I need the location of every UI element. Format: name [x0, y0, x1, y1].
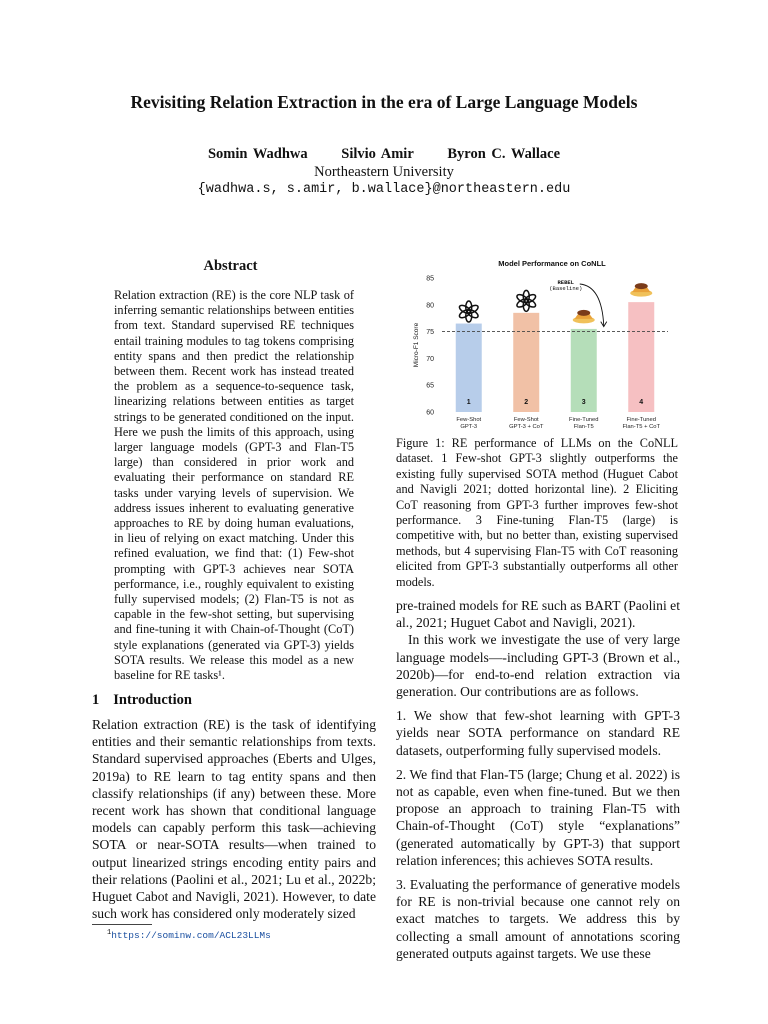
footnote [107, 929, 271, 941]
flan-icon [630, 283, 652, 297]
right-column-text [396, 597, 680, 962]
x-tick-label: Few-Shot [456, 417, 482, 423]
section-number: 1 [92, 692, 100, 708]
x-tick-label: GPT-3 [460, 424, 478, 430]
x-tick-label: Fine-Tuned [569, 417, 599, 423]
bar-number-label: 1 [466, 399, 471, 406]
author-name: Byron C. Wallace [447, 146, 561, 162]
baseline-label: (Baseline) [549, 285, 583, 292]
y-tick-label: 70 [426, 355, 434, 363]
footnote-rule [92, 924, 152, 925]
bar-number-label: 2 [524, 399, 529, 406]
footnote-link[interactable]: https://sominw.com/ACL23LLMs [111, 930, 271, 942]
bar-number-label: 3 [581, 399, 586, 406]
intro-text: Relation extraction (RE) is the task of identifying entities and their semantic relationships from texts. Standard supervised approaches (Eberts and Ulges, 2019a) to RE learn to tag entity spans and then classify relationships (if any) between these. More recent work has shown that conditional language models can capably perform this task—achieving SOTA or near-SOTA results—when trained to output linearized strings encoding entity pairs and their relations (Paolini et al., 2021; Lu et al., 2022b; Huguet Cabot and Navigli, 2021). However, to date such work has considered only moderately sized [92, 717, 376, 922]
chart-title: Model Performance on CoNLL [498, 259, 606, 268]
author-name: Silvio Amir [341, 146, 414, 162]
openai-icon [458, 301, 479, 322]
chart-bar [513, 313, 539, 412]
contribution-item: 2. We find that Flan-T5 (large; Chung et al. 2022) is not as capable, even when fine-tuned. But we then propose an approach to training Flan-T5 with Chain-of-Thought (CoT) style “explanations” (generated automatically by GPT-3) that support relation inferences; this achieves SOTA results. [396, 766, 680, 868]
x-tick-label: Flan-T5 + CoT [622, 424, 661, 430]
y-axis-label: Micro-F1 Score [413, 322, 420, 368]
abstract-text: Relation extraction (RE) is the core NLP task of inferring semantic relationships between entities from text. Standard supervised RE techniques entail training modules to tag tokens comprising entity spans and then predict the relationship between them. Recent work has instead treated the problem as a sequence-to-sequence task, linearizing relations between entities as target strings to be generated conditioned on the input. Here we push the limits of this approach, using larger language models (GPT-3 and Flan-T5 large) than considered in prior work and evaluating their performance on standard RE tasks under varying levels of supervision. We address issues inherent to evaluating generative approaches to RE by doing human evaluations, in lieu of relying on exact matching. Under this refined evaluation, we find that: (1) Few-shot prompting with GPT-3 achieves near SOTA performance, i.e., roughly equivalent to existing fully supervised models; (2) Flan-T5 is not as capable in the few-shot setting, but supervising and fine-tuning it with Chain-of-Thought (CoT) style explanations (generated via GPT-3) yields SOTA results. We release this model as a new baseline for RE tasks¹. [114, 288, 354, 683]
openai-icon [516, 290, 537, 311]
x-tick-label: Fine-Tuned [626, 417, 656, 423]
y-tick-label: 60 [426, 409, 434, 417]
figure-caption: Figure 1: RE performance of LLMs on the CoNLL dataset. 1 Few-shot GPT-3 slightly outperforms the existing fully supervised SOTA method (Huguet Cabot and Navigli 2021; dotted horizontal line). 2 Eliciting CoT reasoning from GPT-3 further improves few-shot performance. 3 Fine-tuning Flan-T5 (large) is competitive with, but no better than, existing supervised methods, but 4 supervising Flan-T5 with CoT reasoning elicited from GPT-3 substantially outperforms all other models. [396, 436, 678, 589]
author-name: Somin Wadhwa [207, 146, 308, 162]
y-tick-label: 75 [426, 329, 434, 337]
affiliation: Northeastern University [314, 164, 454, 180]
x-tick-label: Few-Shot [513, 417, 539, 423]
chart-bar [628, 302, 654, 412]
paragraph: In this work we investigate the use of very large language models—-including GPT-3 (Brown et al., 2020b)—for end-to-end relation extraction via generation. Our contributions are as follows. [396, 632, 680, 700]
y-tick-label: 80 [426, 302, 434, 310]
contribution-item: 3. Evaluating the performance of generative models for RE is non-trivial because one cannot rely on exact matches to targets. We address this by collecting a small amount of annotations scoring generated outputs against targets. We use these [396, 877, 680, 961]
bar-number-label: 4 [639, 399, 644, 406]
abstract-heading: Abstract [203, 258, 258, 274]
flan-icon [573, 310, 595, 324]
x-tick-label: GPT-3 + CoT [509, 424, 544, 430]
y-tick-label: 65 [426, 382, 434, 390]
baseline-label: REBEL [557, 279, 575, 286]
author-list [0, 146, 768, 163]
author-emails: {wadhwa.s, s.amir, b.wallace}@northeastern.edu [197, 182, 571, 197]
contribution-item: 1. We show that few-shot learning with GPT-3 yields near SOTA performance on standard RE datasets, outperforming fully supervised models. [396, 708, 680, 758]
paragraph: pre-trained models for RE such as BART (Paolini et al., 2021; Huguet Cabot and Navigli, 2021). [396, 598, 680, 631]
bar-chart [406, 254, 676, 430]
y-tick-label: 85 [426, 275, 434, 283]
section-title: Introduction [113, 692, 192, 708]
footnote-marker: 1 [107, 929, 112, 937]
figure-1-chart [406, 254, 676, 430]
x-tick-label: Flan-T5 [573, 424, 594, 430]
section-heading [92, 692, 192, 709]
paper-title: Revisiting Relation Extraction in the era of Large Language Models [130, 92, 638, 112]
